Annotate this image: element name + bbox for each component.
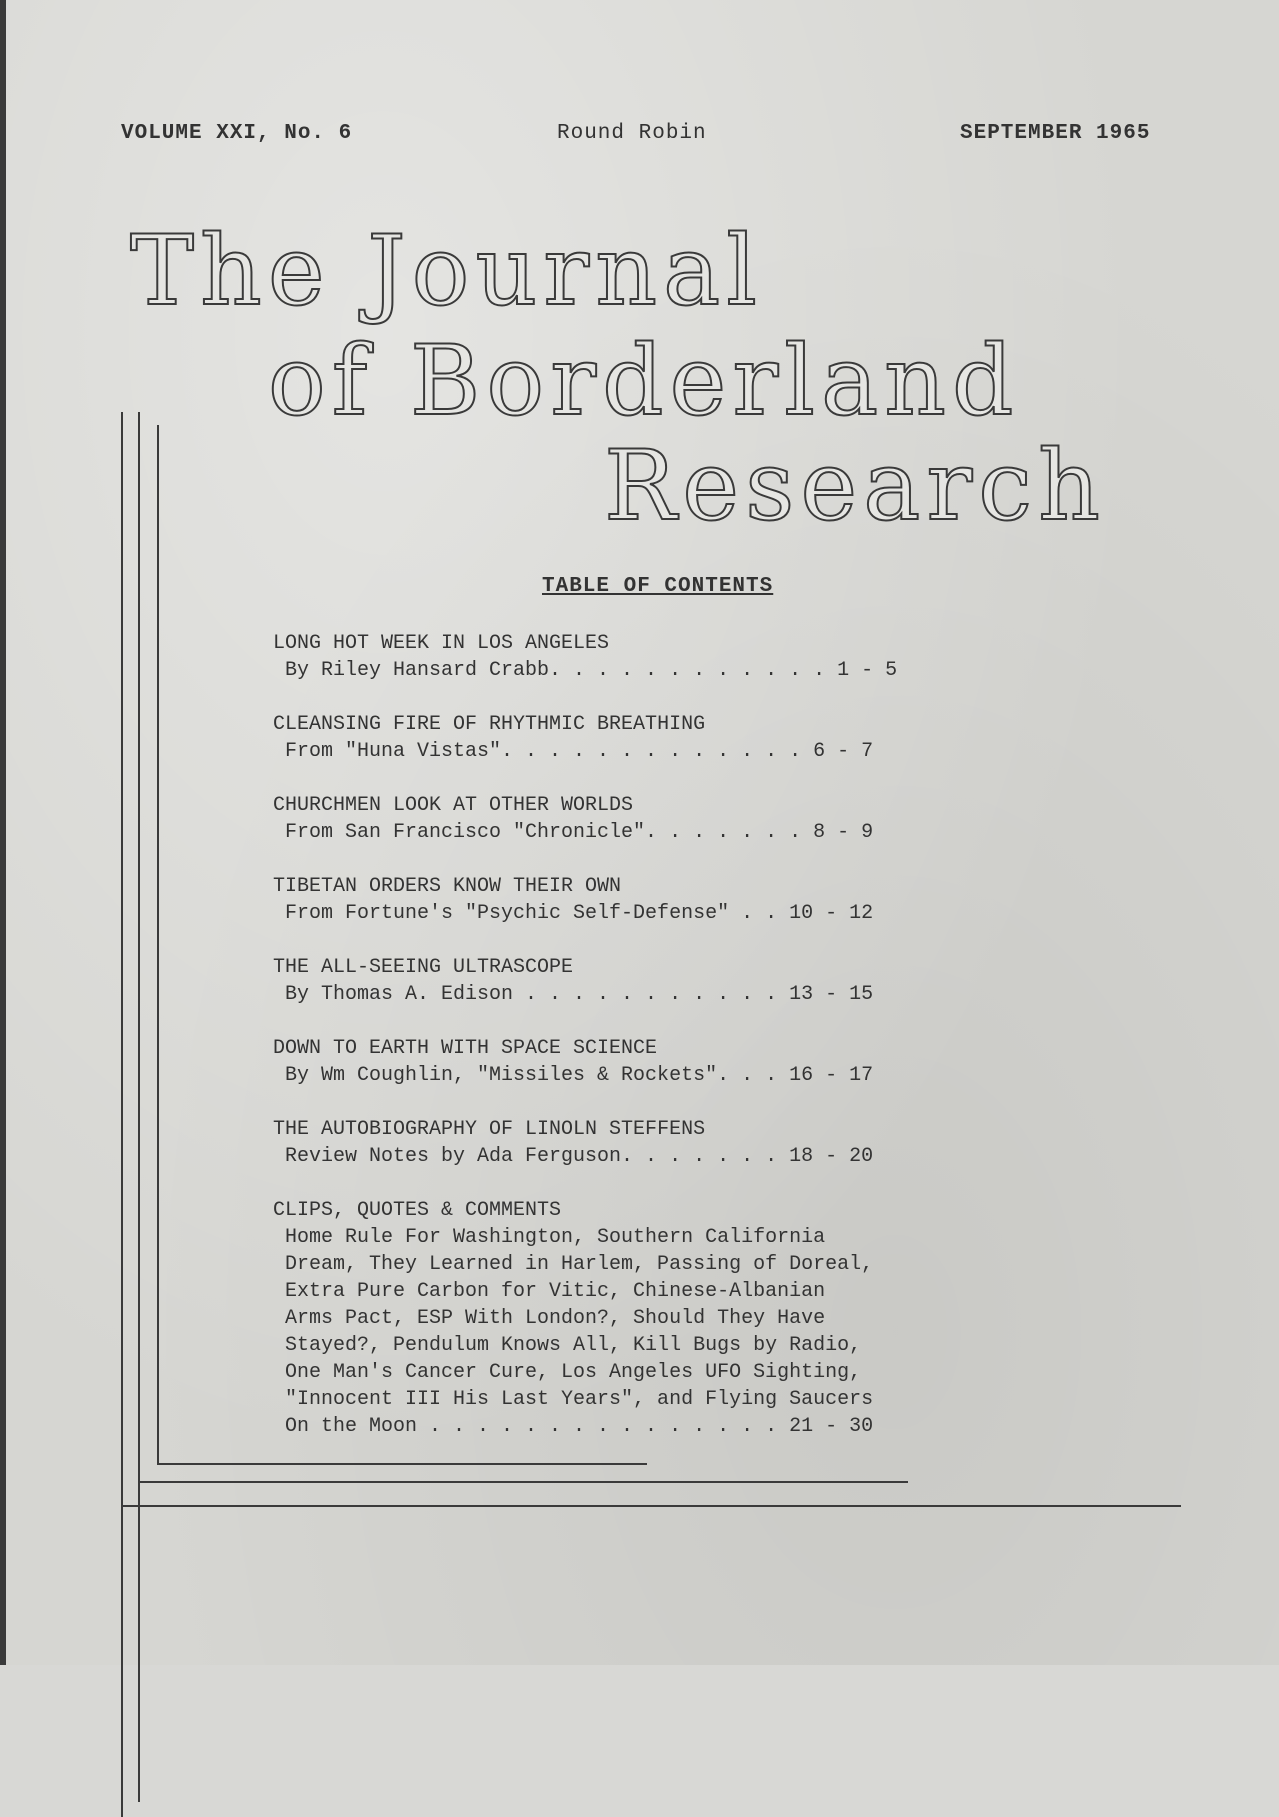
toc-entry [273,630,1033,684]
toc-entry-title: LONG HOT WEEK IN LOS ANGELES [273,632,610,655]
page-edge-shadow [0,0,6,1665]
toc-entry-source: From Fortune's "Psychic Self-Defense" . . 10 - 12 [285,902,874,925]
toc-entry [273,711,1033,765]
toc-entry [273,1116,1033,1170]
toc-entry [273,1197,1033,1440]
toc-entry-title: CHURCHMEN LOOK AT OTHER WORLDS [273,794,634,817]
toc-heading: TABLE OF CONTENTS [542,575,774,598]
toc-entry-source: By Wm Coughlin, "Missiles & Rockets". . . 16 - 17 [285,1064,874,1087]
masthead-line-3: Research [604,430,1106,542]
toc-entry-source: By Thomas A. Edison . . . . . . . . . . . 13 - 15 [285,983,874,1006]
issue-date: SEPTEMBER 1965 [960,122,1151,145]
border-rule-outer [121,412,123,1817]
border-rule-inner [157,425,159,1465]
toc-entry [273,954,1033,1008]
toc-entry-title: CLEANSING FIRE OF RHYTHMIC BREATHING [273,713,706,736]
volume-number: VOLUME XXI, No. 6 [121,122,353,145]
table-of-contents [273,630,1033,1467]
toc-entry-source: By Riley Hansard Crabb. . . . . . . . . . . . 1 - 5 [285,659,898,682]
toc-entry-source: From San Francisco "Chronicle". . . . . . . 8 - 9 [285,821,874,844]
border-rule-bottom-middle [138,1481,908,1483]
toc-entry-source: From "Huna Vistas". . . . . . . . . . . . . 6 - 7 [285,740,874,763]
border-rule-bottom-outer [121,1505,1181,1507]
border-rule-middle [138,412,140,1802]
toc-entry-source: Review Notes by Ada Ferguson. . . . . . . 18 - 20 [285,1145,874,1168]
toc-entry-title: CLIPS, QUOTES & COMMENTS [273,1199,562,1222]
toc-entry-title: THE ALL-SEEING ULTRASCOPE [273,956,574,979]
toc-entry-title: DOWN TO EARTH WITH SPACE SCIENCE [273,1037,658,1060]
toc-entry-title: THE AUTOBIOGRAPHY OF LINOLN STEFFENS [273,1118,706,1141]
toc-entry [273,1035,1033,1089]
toc-entry [273,873,1033,927]
masthead-line-2: of Borderland [268,325,1020,437]
toc-entry-title: TIBETAN ORDERS KNOW THEIR OWN [273,875,622,898]
toc-entry-description: Home Rule For Washington, Southern California Dream, They Learned in Harlem, Passing of Doreal, Extra Pure Carbon for Vitic, Chinese-Albanian Arms Pact, ESP With London?, Should They Have Stayed?, Pendulum Knows All, Kill Bugs by Radio, One Man's Cancer Cure, Los Angeles UFO Sighting, "Innocent III His Last Years", and Flying Saucers On the Moon . . . . . . . . . . . . . . . 21 - 30 [285,1226,874,1438]
toc-entry [273,792,1033,846]
masthead-line-1: The Journal [130,215,763,327]
issue-header [0,122,1279,152]
series-name: Round Robin [557,122,707,145]
